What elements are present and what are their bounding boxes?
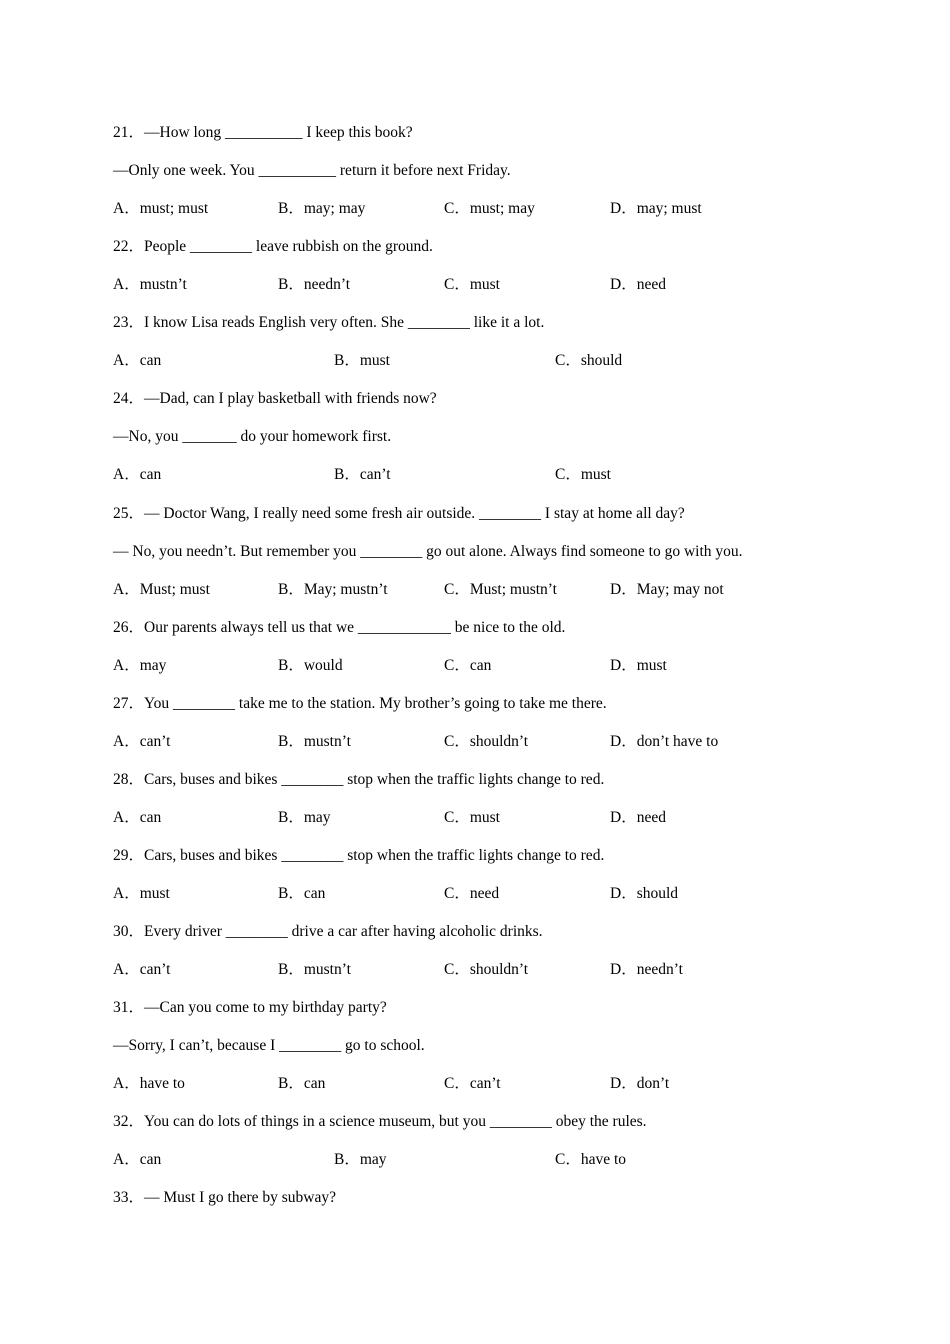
answer-option: D．needn’t [610,961,683,979]
answer-option: B．may; may [278,200,366,218]
question-stem: 33．— Must I go there by subway? [113,1189,336,1207]
answer-option: B．needn’t [278,276,351,294]
question-dialogue-line: — No, you needn’t. But remember you ________ go out alone. Always find someone to go with you. [113,542,743,560]
answer-option: B．must [334,352,390,370]
answer-option: D．need [610,276,666,294]
answer-option: B．can [278,885,326,902]
answer-option: D．May; may not [610,580,724,598]
answer-option: B．can [278,1075,326,1093]
question-dialogue-line: —Only one week. You __________ return it before next Friday. [113,162,511,180]
answer-option: A．can [113,808,162,826]
answer-option: A．can [113,352,162,370]
question-stem: 29．Cars, buses and bikes ________ stop when the traffic lights change to red. [113,846,605,864]
question-stem: 26．Our parents always tell us that we ____________ be nice to the old. [113,618,566,636]
answer-option: D．must [610,656,667,674]
question-stem: 32．You can do lots of things in a science museum, but you ________ obey the rules. [113,1113,647,1131]
answer-option: C．can’t [444,1075,501,1093]
question-stem: 23．I know Lisa reads English very often. She ________ like it a lot. [113,314,545,332]
question-stem: 30．Every driver ________ drive a car after having alcoholic drinks. [113,923,543,941]
answer-option: A．may [113,656,167,674]
answer-option: A．must [113,885,170,902]
answer-option: D．don’t [610,1075,670,1093]
answer-option: A．must; must [113,200,209,218]
answer-option: D．need [610,808,666,826]
answer-option: B．may [278,808,331,826]
answer-option: A．can’t [113,961,171,979]
answer-option: B．may [334,1151,387,1169]
question-stem: 24．—Dad, can I play basketball with friends now? [113,390,437,408]
answer-option: A．mustn’t [113,276,187,294]
answer-option: A．Must; must [113,580,210,598]
answer-option: B．mustn’t [278,961,351,979]
answer-option: B．mustn’t [278,732,351,750]
answer-option: C．Must; mustn’t [444,580,557,598]
answer-option: C．should [555,352,623,370]
answer-option: D．may; must [610,200,702,218]
question-stem: 25．— Doctor Wang, I really need some fresh air outside. ________ I stay at home all day? [113,504,685,522]
answer-option: C．have to [555,1151,627,1169]
question-stem: 27．You ________ take me to the station. My brother’s going to take me there. [113,694,607,712]
answer-option: C．can [444,656,492,674]
answer-option: A．can [113,466,162,484]
question-stem: 31．—Can you come to my birthday party? [113,999,387,1017]
answer-option: B．May; mustn’t [278,580,388,598]
answer-option: C．must; may [444,200,535,218]
answer-option: C．need [444,885,500,902]
question-dialogue-line: —Sorry, I can’t, because I ________ go to school. [113,1037,425,1055]
question-stem: 28．Cars, buses and bikes ________ stop when the traffic lights change to red. [113,770,605,788]
answer-option: A．can’t [113,732,171,750]
answer-option: C．shouldn’t [444,961,529,979]
answer-option: A．can [113,1151,162,1169]
answer-option: D．don’t have to [610,732,719,750]
question-stem: 22．People ________ leave rubbish on the ground. [113,238,433,256]
question-dialogue-line: —No, you _______ do your homework first. [113,428,392,446]
answer-option: B．would [278,656,343,674]
answer-option: C．must [444,276,500,294]
question-stem: 21．—How long __________ I keep this book? [113,124,413,141]
answer-option: B．can’t [334,466,391,484]
answer-option: C．must [444,808,500,826]
answer-option: A．have to [113,1075,185,1093]
answer-option: C．shouldn’t [444,732,529,750]
answer-option: D．should [610,885,679,902]
answer-option: C．must [555,466,611,484]
